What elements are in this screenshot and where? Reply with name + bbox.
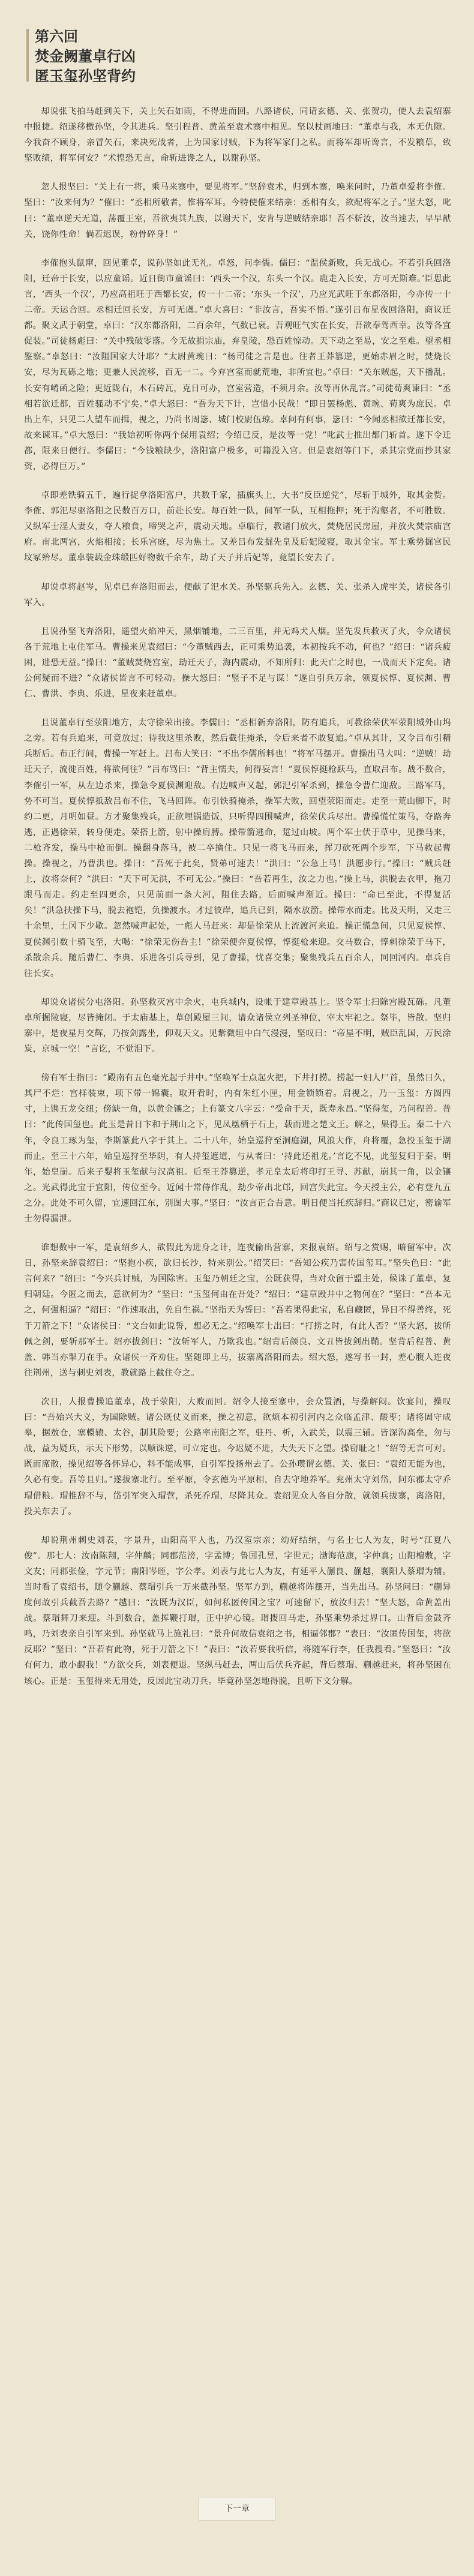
paragraph: 却说卓将赵岑，见卓已弃洛阳而去，便献了汜水关。孙坚驱兵先入。玄德、关、张杀入虎牢关，诸侯各引军入。 — [24, 582, 451, 608]
paragraph: 却说张飞拍马赶到关下，关上矢石如雨，不得进而回。八路诸侯，同请玄德、关、张贺功，使人去袁绍寨中报捷。绍遂移檄孙坚，令其进兵。坚引程普、黄盖至袁术寨中相见。坚以杖画地曰：“董卓与我，本无仇隙。今我奋不顾身，亲冒矢石，来决死战者，上为国家讨贼，下为将军家门之私。而将军却听谗言，不发粮草，致坚败绩，将军何安？”术惶恐无言，命斩进谗之人，以谢孙坚。 — [24, 107, 451, 164]
paragraph: 李傕抱头鼠窜，回见董卓，说孙坚如此无礼。卓怒，问李儒。儒曰：“温侯新败，兵无战心。不若引兵回洛阳，迁帝于长安，以应童谣。近日街市童谣曰：‘西头一个汉，东头一个汉。鹿走入长安，方可无斯难。’臣思此言，‘西头一个汉’，乃应高祖旺于西都长安，传一十二帝；‘东头一个汉’，乃应光武旺于东都洛阳，今亦传一十二帝。天运合回。丞相迁回长安，方可无虞。”卓大喜曰：“非汝言，吾实不悟。”遂引吕布星夜回洛阳，商议迁都。聚文武于朝堂，卓曰：“汉东都洛阳，二百余年，气数已衰。吾观旺气实在长安，吾欲奉驾西幸。汝等各宜促装。”司徒杨彪曰：“关中残破零落。今无故捐宗庙，弃皇陵，恐百姓惊动。天下动之至易，安之至难。望丞相鉴察。”卓怒曰：“汝阻国家大计耶？”太尉黄琬曰：“杨司徒之言是也。往者王莽篡逆，更始赤眉之时，焚烧长安，尽为瓦砾之地；更兼人民流移，百无一二。今弃宫室而就荒地，非所宜也。”卓曰：“关东贼起，天下播乱。长安有崤函之险；更近陇右，木石砖瓦，克日可办，宫室营造，不须月余。汝等再休乱言。”司徒荀爽谏曰：“丞相若欲迁都，百姓骚动不宁矣。”卓大怒曰：“吾为天下计，岂惜小民哉！”即日罢杨彪、黄琬、荀爽为庶民。卓出上车，只见二人望车而揖，视之，乃尚书周毖、城门校尉伍琼。卓问有何事，毖曰：“今闻丞相欲迁都长安，故来谏耳。”卓大怒曰：“我始初听你两个保用袁绍；今绍已反，是汝等一党！”叱武士推出都门斩首。遂下令迁都，限来日便行。李儒曰：“今钱粮缺少，洛阳富户极多，可籍没入官。但是袁绍等门下，杀其宗党而抄其家资，必得巨万。” — [24, 258, 451, 472]
paragraph: 卓即差铁骑五千，遍行捉拿洛阳富户，共数千家，插旗头上，大书“反臣逆党”，尽斩于城外，取其金赀。李傕、郭汜尽驱洛阳之民数百万口，前赴长安。每百姓一队，间军一队，互相拖押；死于沟壑者，不可胜数。又纵军士淫人妻女，夺人粮食，啼哭之声，震动天地。卓临行，教诸门放火，焚烧居民房屋，并放火焚宗庙宫府。南北两宫，火焰相接；长乐宫庭，尽为焦土。又差吕布发掘先皇及后妃陵寝，取其金宝。军士乘势掘官民坟冢殆尽。董卓装载金珠缎匹好物数千余车，劫了天子并后妃等，竟望长安去了。 — [24, 491, 451, 563]
chapter-header — [26, 26, 450, 86]
paragraph: 且说孙坚飞奔洛阳，遥望火焰冲天，黑烟铺地，二三百里，并无鸡犬人烟。坚先发兵救灭了火，令众诸侯各于荒地上屯住军马。曹操来见袁绍曰：“今董贼西去，正可乘势追袭，本初按兵不动，何也？”绍曰：“诸兵疲困，进恐无益。”操曰：“董贼焚烧宫室，劫迁天子，海内震动，不知所归：此天亡之时也，一战而天下定矣。诸公何疑而不进？”众诸侯皆言不可轻动。操大怒曰：“竖子不足与谋！”遂自引兵万余，领夏侯惇、夏侯渊、曹仁、曹洪、李典、乐进，星夜来赶董卓。 — [24, 626, 451, 699]
paragraph: 却说众诸侯分屯洛阳。孙坚救灭宫中余火，屯兵城内，设帐于建章殿基上。坚令军士扫除宫殿瓦砾。凡董卓所掘陵寝，尽皆掩闭。于太庙基上，草创殿屋三间，请众诸侯立列圣神位，宰太牢祀之。祭毕，皆散。坚归寨中，是夜星月交辉，乃按剑露坐，仰观天文。见紫微垣中白气漫漫，坚叹曰：“帝星不明，贼臣乱国，万民涂炭，京城一空！”言讫，不觉泪下。 — [24, 997, 451, 1055]
next-chapter-button[interactable]: 下一章 — [198, 2497, 276, 2521]
chapter-content — [24, 104, 451, 1689]
chapter-navigation — [0, 2497, 474, 2521]
paragraph: 却说荆州刺史刘表，字景升，山阳高平人也，乃汉室宗亲；幼好结纳，与名士七人为友，时号“江夏八俊”。那七人：汝南陈翔，字仲麟；同郡范滂，字孟博；鲁国孔昱，字世元；渤海范康，字仲真；山阳檀敷，字文友；同郡张俭，字元节；南阳岑晊，字公孝。刘表与此七人为友，有延平人蒯良、蒯越，襄阳人蔡瑁为辅。当时看了袁绍书，随令蒯越、蔡瑁引兵一万来截孙坚。坚军方到，蒯越将阵摆开，当先出马。孙坚问曰：“蒯异度何故引兵截吾去路？”越曰：“汝既为汉臣，如何私匿传国之宝？可速留下，放汝归去！”坚大怒，命黄盖出战。蔡瑁舞刀来迎。斗到数合，盖挥鞭打瑁，正中护心镜。瑁拨回马走，孙坚乘势杀过界口。山背后金鼓齐鸣，乃刘表亲自引军来到。孙坚就马上施礼曰：“景升何故信袁绍之书，相逼邻郡？”表曰：“汝匿传国玺，将欲反耶？”坚曰：“吾若有此物，死于刀箭之下！”表曰：“汝若要我听信，将随军行李，任我搜看。”坚怒曰：“汝有何力，敢小觑我！”方欲交兵，刘表便退。坚纵马赶去，两山后伏兵齐起，背后蔡瑁、蒯越赶来，将孙坚困在垓心。正是：玉玺得来无用处，反因此宝动刀兵。毕竟孙坚怎地得脱，且听下文分解。 — [24, 1535, 451, 1686]
paragraph: 次日，人报曹操追董卓，战于荥阳，大败而回。绍令人接至寨中，会众置酒，与操解闷。饮宴间，操叹曰：“吾始兴大义，为国除贼。诸公既仗义而来，操之初意，欲烦本初引河内之众临孟津、酸枣；诸将固守成皋，据敖仓，塞轘辕、太谷，制其险要；公路率南阳之军，驻丹、析，入武关，以震三辅。皆深沟高垒，勿与战，益为疑兵，示天下形势，以顺诛逆，可立定也。今迟疑不进，大失天下之望。操窃耻之！”绍等无言可对。既而席散，操见绍等各怀异心，料不能成事，自引军投扬州去了。公孙瓒谓玄德、关、张曰：“袁绍无能为也，久必有变。吾等且归。”遂拔寨北行。至平原，令玄德为平原相，自去守地养军。兖州太守刘岱，问东郡太守乔瑁借粮。瑁推辞不与，岱引军突入瑁营，杀死乔瑁，尽降其众。袁绍见众人各自分散，就领兵拔寨，离洛阳，投关东去了。 — [24, 1397, 451, 1517]
paragraph: 傍有军士指曰：“殿南有五色毫光起于井中。”坚唤军士点起火把，下井打捞。捞起一妇人尸首，虽然日久，其尸不烂：宫样装束，项下带一锦囊。取开看时，内有朱红小匣，用金锁锁着。启视之，乃一玉玺：方圆四寸，上镌五龙交纽；傍缺一角，以黄金镶之；上有篆文八字云：“受命于天，既寿永昌。”坚得玺，乃问程普。普曰：“此传国玺也。此玉是昔日卞和于荆山之下，见凤凰栖于石上，载而进之楚文王。解之，果得玉。秦二十六年，令良工琢为玺，李斯篆此八字于其上。二十八年，始皇巡狩至洞庭湖，风浪大作，舟将覆，急投玉玺于湖而止。至三十六年，始皇巡狩至华阴，有人持玺遮道，与从者曰：‘持此还祖龙。’言讫不见，此玺复归于秦。明年，始皇崩。后来子婴将玉玺献与汉高祖。后至王莽篡逆，孝元皇太后将印打王寻、苏献，崩其一角，以金镶之。光武得此宝于宜阳，传位至今。近闻十常侍作乱，劫少帝出北邙，回宫失此宝。今天授主公，必有登九五之分。此处不可久留，宜速回江东，别图大事。”坚曰：“汝言正合吾意。明日便当托疾辞归。”商议已定，密谕军士勿得漏泄。 — [24, 1073, 451, 1224]
paragraph: 且说董卓行至荥阳地方，太守徐荣出接。李儒曰：“丞相新弃洛阳，防有追兵，可教徐荣伏军荥阳城外山坞之旁。若有兵追来，可竟放过；待我这里杀败，然后截住掩杀，令后来者不敢复追。”卓从其计，又令吕布引精兵断后。布正行间，曹操一军赶上。吕布大笑曰：“不出李儒所料也！”将军马摆开。曹操出马大叫：“逆贼！劫迁天子，流徙百姓，将欲何往？”吕布骂曰：“背主懦夫，何得妄言！”夏侯惇挺枪跃马，直取吕布。战不数合，李傕引一军，从左边杀来，操急令夏侯渊迎敌。右边喊声又起，郭汜引军杀到，操急令曹仁迎敌。三路军马，势不可当。夏侯惇抵敌吕布不住，飞马回阵。布引铁骑掩杀，操军大败，回望荥阳而走。走至一荒山脚下，时约二更，月明如昼。方才聚集残兵，正欲埋锅造饭，只听得四围喊声，徐荣伏兵尽出。曹操慌忙策马，夺路奔逃，正遇徐荣，转身便走。荣搭上箭，射中操肩膊。操带箭逃命，踅过山坡。两个军士伏于草中，见操马来，二枪齐发，操马中枪而倒。操翻身落马，被二卒擒住。只见一将飞马而来，挥刀砍死两个步军，下马救起曹操。操视之，乃曹洪也。操曰：“吾死于此矣，贤弟可速去！”洪曰：“公急上马！洪愿步行。”操曰：“贼兵赶上，汝将奈何？”洪曰：“天下可无洪，不可无公。”操曰：“吾若再生，汝之力也。”操上马，洪脱去衣甲，拖刀跟马而走。约走至四更余，只见前面一条大河，阻住去路，后面喊声渐近。操曰：“命已至此，不得复活矣！”洪急扶操下马，脱去袍铠，负操渡水。才过彼岸，追兵已到，隔水放箭。操带水而走。比及天明，又走三十余里，土冈下少歇。忽然喊声起处，一彪人马赶来：却是徐荣从上流渡河来追。操正慌急间，只见夏侯惇、夏侯渊引数十骑飞至，大喝：“徐荣无伤吾主！”徐荣便奔夏侯惇，惇挺枪来迎。交马数合，惇刺徐荣于马下，杀散余兵。随后曹仁、李典、乐进各引兵寻到，见了曹操，忧喜交集；聚集残兵五百余人，同回河内。卓兵自往长安。 — [24, 718, 451, 978]
chapter-title-line-1: 焚金阙董卓行凶 — [35, 47, 136, 65]
chapter-title-line-2: 匿玉玺孙坚背约 — [35, 67, 136, 85]
chapter-number: 第六回 — [35, 28, 78, 45]
paragraph: 谁想数中一军，是袁绍乡人，欲假此为进身之计，连夜偷出营寨，来报袁绍。绍与之赏赐，暗留军中。次日，孙坚来辞袁绍曰：“坚抱小疾，欲归长沙，特来别公。”绍笑曰：“吾知公疾乃害传国玺耳。”坚失色曰：“此言何来？”绍曰：“今兴兵讨贼，为国除害。玉玺乃朝廷之宝，公既获得，当对众留于盟主处，候诛了董卓，复归朝廷。今匿之而去，意欲何为？”坚曰：“玉玺何由在吾处？”绍曰：“建章殿井中之物何在？”坚曰：“吾本无之，何强相逼？”绍曰：“作速取出，免自生祸。”坚指天为誓曰：“吾若果得此宝，私自藏匿，异日不得善终，死于刀箭之下！”众诸侯曰：“文台如此说誓，想必无之。”绍唤军士出曰：“打捞之时，有此人否？”坚大怒，拔所佩之剑，要斩那军士。绍亦拔剑曰：“汝斩军人，乃欺我也。”绍背后颜良、文丑皆拔剑出鞘。坚背后程普、黄盖、韩当亦掣刀在手。众诸侯一齐劝住。坚随即上马，拔寨离洛阳而去。绍大怒，遂写书一封，差心腹人连夜往荆州，送与刺史刘表，教就路上截住夺之。 — [24, 1243, 451, 1378]
paragraph: 忽人报坚曰：“关上有一将，乘马来寨中，要见将军。”坚辞袁术，归到本寨，唤来问时，乃董卓爱将李傕。坚曰：“汝来何为？”傕曰：“丞相所敬者，惟将军耳。今特使傕来结亲：丞相有女，欲配将军之子。”坚大怒，叱曰：“董卓逆天无道，荡覆王室，吾欲夷其九族，以谢天下，安肯与逆贼结亲耶！吾不斩汝，汝当速去，早早献关，饶你性命！倘若迟误，粉骨碎身！” — [24, 182, 451, 239]
